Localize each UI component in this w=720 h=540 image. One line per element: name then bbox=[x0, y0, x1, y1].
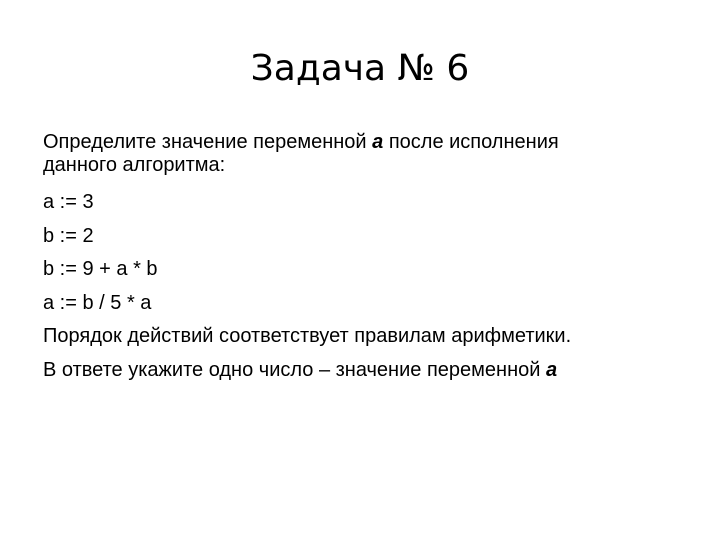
answer-prompt-line bbox=[43, 354, 703, 388]
code-line-1: a := 3 bbox=[43, 191, 94, 213]
task-intro-text-end: после исполнения bbox=[383, 131, 559, 153]
task-intro-line-2: данного алгоритма: bbox=[43, 154, 226, 176]
code-line-3: b := 9 + a * b bbox=[43, 258, 158, 280]
rule-note: Порядок действий соответствует правилам арифметики. bbox=[43, 325, 572, 347]
task-text bbox=[43, 130, 703, 387]
code-line-2: b := 2 bbox=[43, 224, 94, 247]
answer-variable-a: a bbox=[545, 358, 558, 381]
task-intro-text: Определите значение переменной bbox=[43, 131, 373, 153]
slide-title: Задача № 6 bbox=[250, 48, 470, 89]
task-intro-line-1 bbox=[43, 130, 703, 154]
variable-a-emphasis: a bbox=[372, 131, 384, 153]
answer-prompt-text: В ответе укажите одно число – значение переменной bbox=[43, 358, 546, 381]
code-line-4: a := b / 5 * a bbox=[43, 291, 152, 314]
